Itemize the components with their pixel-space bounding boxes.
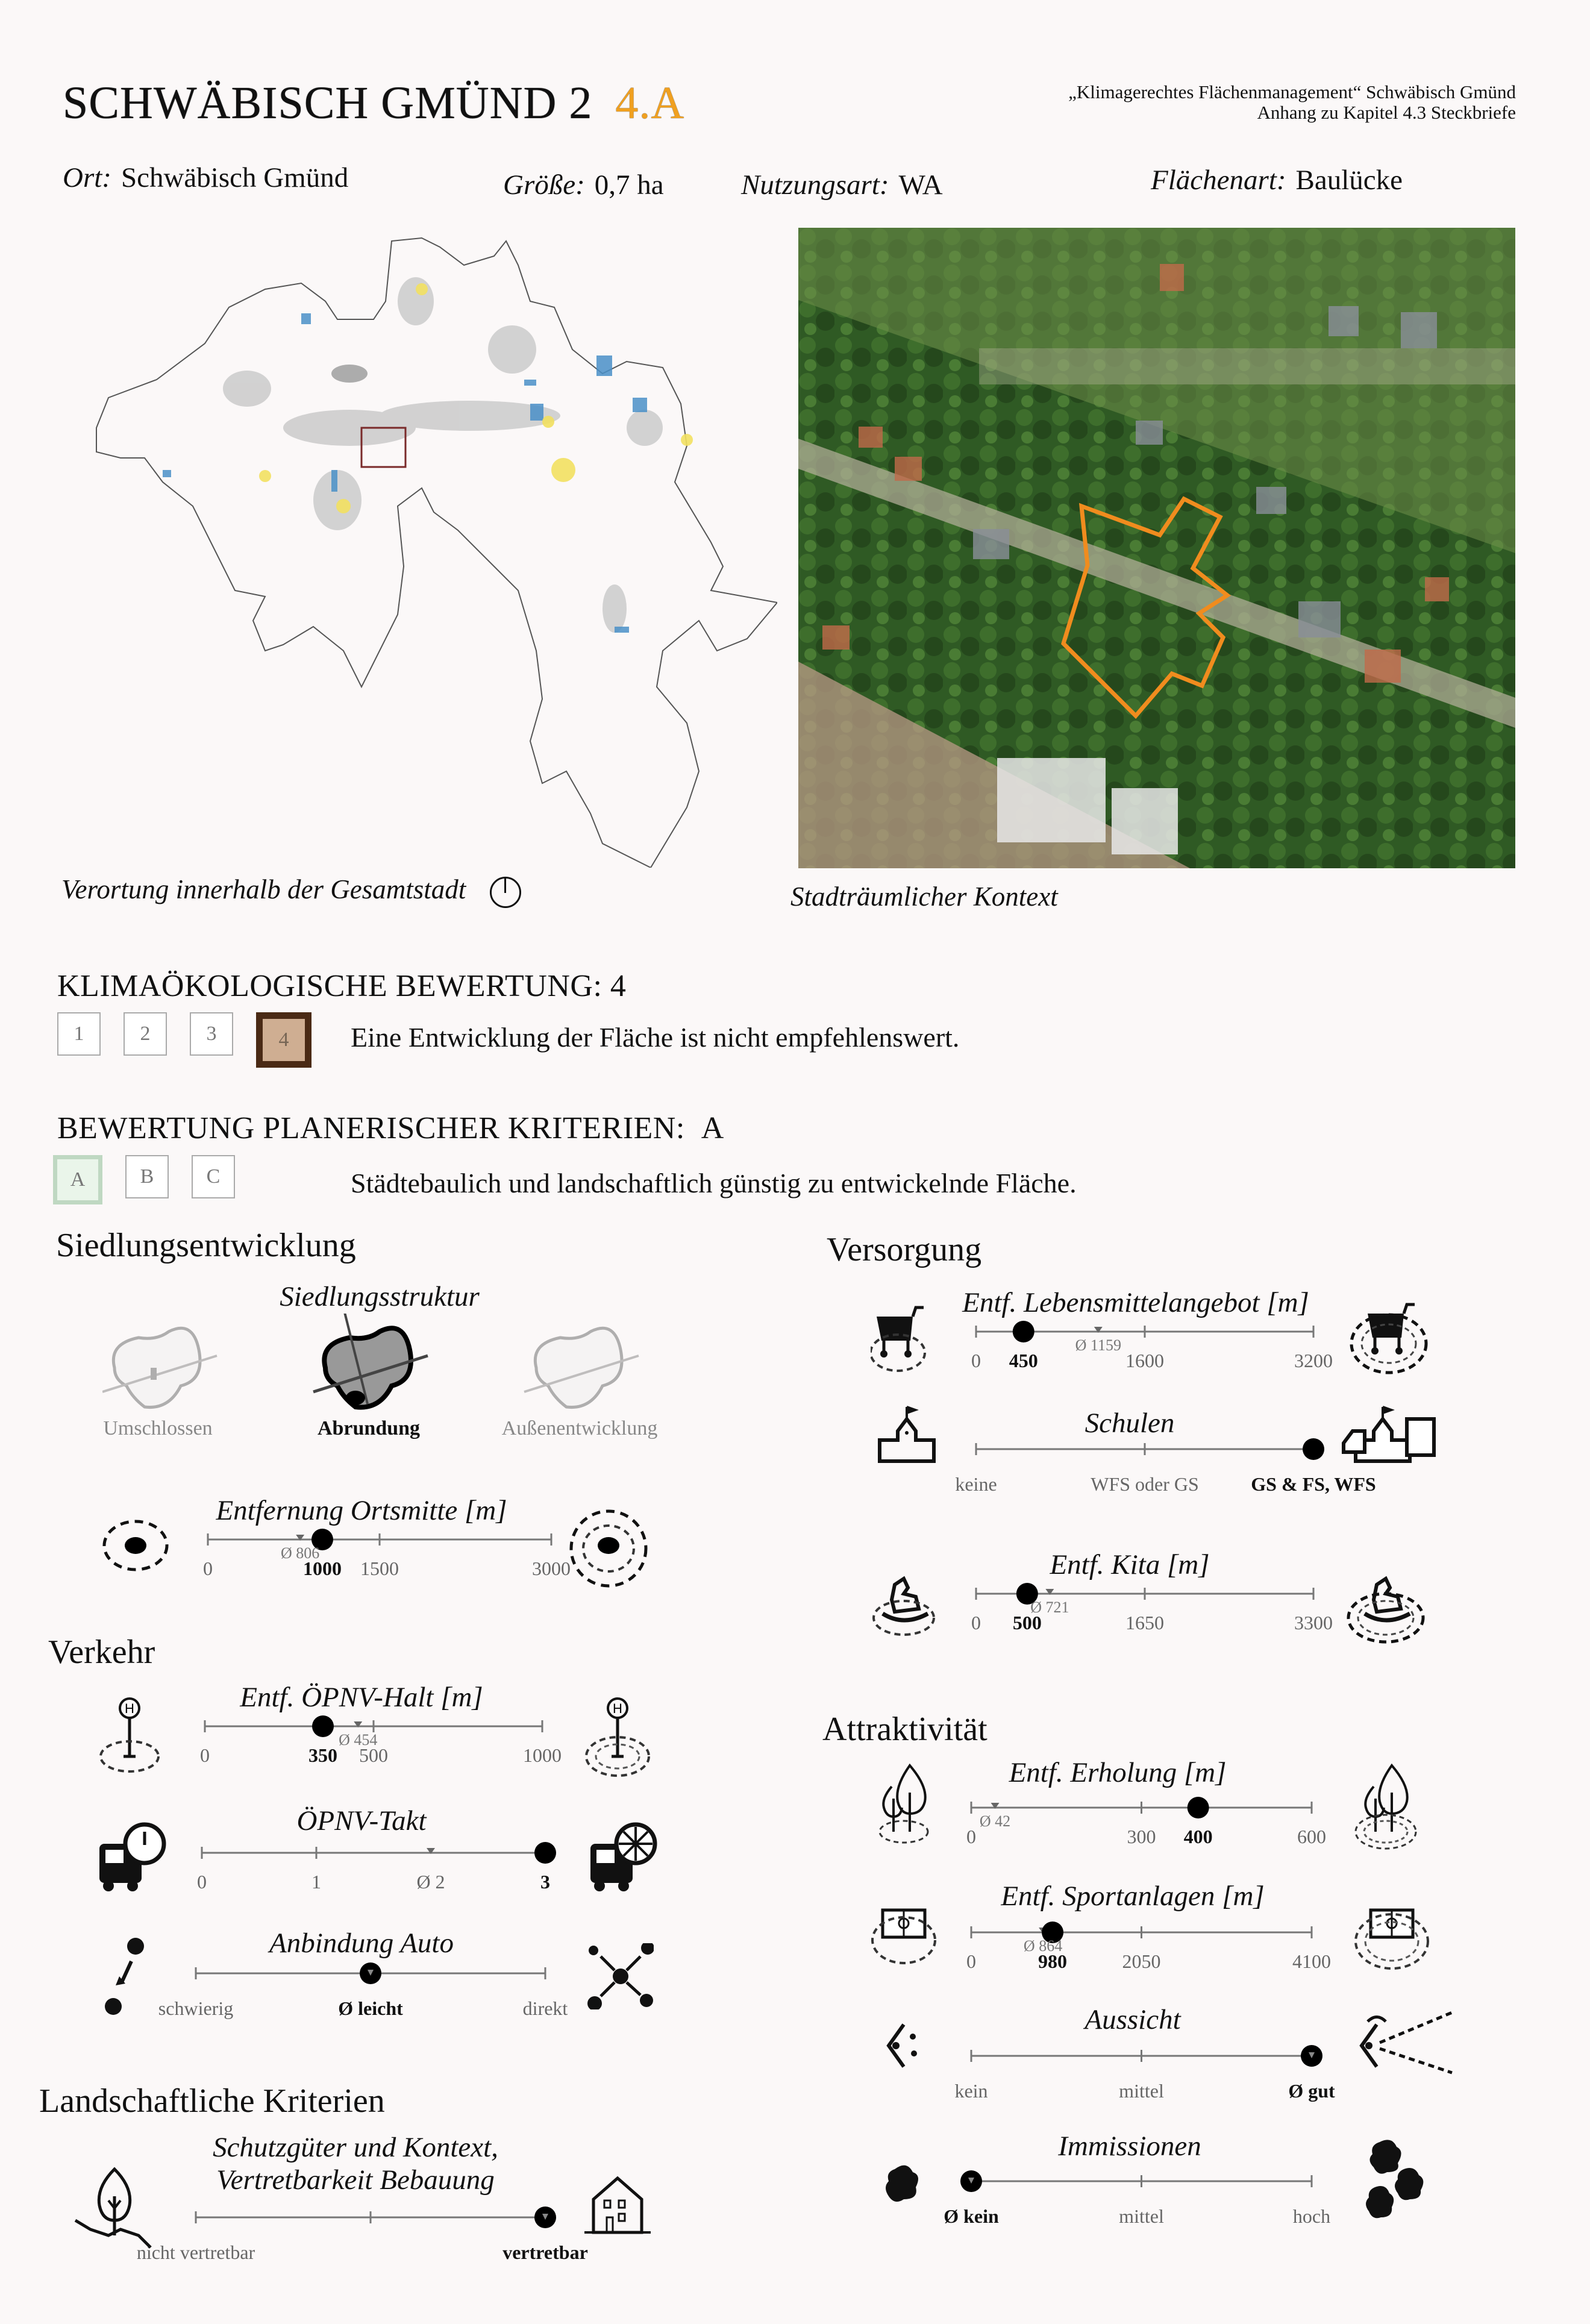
aussenentwicklung-icon — [524, 1314, 639, 1408]
section-landschaft: Landschaftliche Kriterien — [39, 2082, 385, 2120]
umschlossen-icon — [102, 1328, 217, 1407]
meta-nutzungsart: Nutzungsart: WA — [741, 169, 943, 201]
average-label: Ø 42 — [979, 1812, 1011, 1830]
tick-label: 0 — [203, 1558, 213, 1579]
tick-label: 350 — [308, 1744, 337, 1766]
planerisch-rating-boxes — [53, 1155, 235, 1204]
tick-label: 0 — [966, 1826, 976, 1847]
average-label: Ø 454 — [339, 1731, 378, 1749]
tick-label: 500 — [359, 1744, 388, 1766]
site-name: SCHWÄBISCH GMÜND 2 — [63, 78, 593, 128]
scale-label: schwierig — [158, 1997, 234, 2019]
aussicht-title: Aussicht — [1085, 2004, 1181, 2035]
photo-caption: Stadträumlicher Kontext — [790, 882, 1058, 912]
emission-high-icon — [1362, 2136, 1434, 2226]
scale-label: direkt — [522, 1997, 568, 2019]
auto-title: Anbindung Auto — [269, 1928, 454, 1959]
shopping-cart-far-icon — [1350, 1295, 1434, 1380]
immissionen-title: Immissionen — [1058, 2131, 1201, 2162]
tick-label: 0 — [197, 1871, 207, 1893]
klima-heading: KLIMAÖKOLOGISCHE BEWERTUNG: 4 — [57, 969, 627, 1003]
scale-label: keine — [955, 1473, 997, 1495]
planerisch-heading: BEWERTUNG PLANERISCHER KRITERIEN: A — [57, 1111, 724, 1145]
tick-label: 1600 — [1125, 1350, 1164, 1371]
tick-label: 1000 — [303, 1558, 342, 1579]
klima-box-3: 3 — [190, 1012, 233, 1056]
scale-axis — [196, 1961, 545, 1985]
scale-label: Ø leicht — [338, 1997, 403, 2019]
scale-label: mittel — [1119, 2205, 1164, 2227]
source-reference — [1068, 82, 1516, 123]
scale-label: WFS oder GS — [1091, 1473, 1199, 1495]
oepnv-halt-title: Entf. ÖPNV-Halt [m] — [240, 1682, 483, 1713]
tick-label: 1500 — [360, 1558, 399, 1579]
north-arrow-icon — [490, 877, 521, 908]
tick-label: 1000 — [523, 1744, 562, 1766]
tick-label: 600 — [1297, 1826, 1326, 1847]
source-line-2: Anhang zu Kapitel 4.3 Steckbriefe — [1257, 102, 1516, 123]
car-direct-icon — [587, 1943, 654, 2009]
meta-groesse: Größe: 0,7 ha — [503, 169, 664, 201]
value-marker — [534, 1842, 556, 1864]
scale-label: kein — [954, 2080, 988, 2102]
planerisch-box-A: A — [53, 1155, 102, 1204]
scale-label: vertretbar — [502, 2241, 588, 2263]
tick-label: 3000 — [532, 1558, 571, 1579]
schools-multiple-icon — [1341, 1404, 1443, 1476]
scale-axis — [971, 1920, 1312, 1944]
scale-axis — [971, 2044, 1312, 2068]
klima-rating-boxes — [57, 1012, 311, 1068]
city-overview-map — [84, 229, 777, 868]
planerisch-box-C: C — [192, 1155, 235, 1198]
tick-label: 1650 — [1125, 1612, 1164, 1633]
aerial-photo — [798, 228, 1515, 868]
bus-clock-icon — [96, 1820, 169, 1892]
section-verkehr: Verkehr — [48, 1633, 155, 1671]
tick-label: 2050 — [1122, 1950, 1161, 1972]
tick-label: 3300 — [1294, 1612, 1333, 1633]
tick-label: 1 — [311, 1871, 321, 1893]
bus-frequent-icon — [587, 1820, 660, 1892]
bus-stop-far-icon — [584, 1696, 657, 1787]
tick-label: 0 — [971, 1612, 981, 1633]
kita-title: Entf. Kita [m] — [1050, 1549, 1210, 1580]
tick-label: 0 — [971, 1350, 981, 1371]
abrundung-icon — [313, 1314, 428, 1408]
struktur-option-0: Umschlossen — [103, 1417, 213, 1439]
house-icon — [581, 2169, 654, 2241]
average-label: Ø 806 — [280, 1544, 320, 1562]
erholung-title: Entf. Erholung [m] — [1009, 1757, 1227, 1788]
meta-ort: Ort: Schwäbisch Gmünd — [63, 162, 349, 193]
site-code: 4.A — [615, 78, 685, 128]
struktur-option-1: Abrundung — [317, 1417, 421, 1439]
scale-label: hoch — [1292, 2205, 1331, 2227]
tick-label: 300 — [1127, 1826, 1156, 1847]
planerisch-box-B: B — [125, 1155, 169, 1198]
rocking-horse-far-icon — [1341, 1567, 1425, 1645]
trees-near-icon — [877, 1762, 943, 1847]
car-difficult-icon — [102, 1934, 151, 2019]
tick-label: 450 — [1009, 1350, 1038, 1371]
page-title — [63, 77, 684, 130]
scale-axis — [202, 1841, 545, 1865]
tick-label: 0 — [200, 1744, 210, 1766]
tick-label: 3200 — [1294, 1350, 1333, 1371]
struktur-option-2: Außenentwicklung — [501, 1417, 658, 1439]
meta-flaechenart: Flächenart: Baulücke — [1151, 164, 1403, 196]
lebensmittel-title: Entf. Lebensmittelangebot [m] — [962, 1287, 1309, 1318]
scale-axis — [971, 1796, 1312, 1820]
tree-landscape-icon — [72, 2163, 169, 2254]
scale-label: Ø gut — [1288, 2080, 1335, 2102]
sports-field-near-icon — [868, 1904, 940, 1970]
klima-box-4: 4 — [256, 1012, 311, 1068]
rocking-horse-near-icon — [871, 1567, 943, 1639]
ortsmitte-near-icon — [99, 1518, 172, 1579]
average-label: Ø 864 — [1023, 1937, 1063, 1955]
svg-text:H: H — [125, 1701, 134, 1716]
view-wide-icon — [1356, 2000, 1458, 2079]
scale-axis — [976, 1582, 1313, 1606]
klima-box-2: 2 — [124, 1012, 167, 1056]
tick-label: 980 — [1038, 1950, 1068, 1972]
average-label: Ø 1159 — [1075, 1336, 1121, 1354]
value-marker — [1188, 1797, 1209, 1818]
tick-label: Ø 2 — [416, 1871, 445, 1893]
landschaft-title: Schutzgüter und Kontext, Vertretbarkeit Bebauung — [213, 2132, 498, 2196]
scale-axis — [976, 1437, 1313, 1461]
siedlungsstruktur-title: Siedlungsstruktur — [280, 1281, 480, 1312]
tick-label: 0 — [966, 1950, 976, 1972]
school-icon — [877, 1404, 943, 1470]
trees-far-icon — [1353, 1762, 1425, 1853]
ortsmitte-title: Entfernung Ortsmitte [m] — [216, 1495, 507, 1526]
tick-label: 3 — [540, 1871, 550, 1893]
value-marker — [1303, 1438, 1324, 1460]
klima-value: 4 — [610, 969, 627, 1003]
klima-box-1: 1 — [57, 1012, 101, 1056]
source-line-1: „Klimagerechtes Flächenmanagement“ Schwäbisch Gmünd — [1068, 81, 1516, 102]
sport-title: Entf. Sportanlagen [m] — [1001, 1881, 1265, 1912]
shopping-cart-near-icon — [871, 1305, 937, 1377]
scale-axis — [196, 2205, 545, 2229]
section-versorgung: Versorgung — [827, 1231, 982, 1268]
scale-label: mittel — [1119, 2080, 1164, 2102]
average-label: Ø 721 — [1030, 1599, 1069, 1616]
schulen-title: Schulen — [1085, 1408, 1175, 1439]
emission-low-icon — [883, 2160, 925, 2208]
tick-label: 500 — [1012, 1612, 1042, 1633]
scale-axis — [971, 2169, 1312, 2193]
view-limited-icon — [883, 2019, 925, 2073]
scale-label: Ø kein — [944, 2205, 999, 2227]
planerisch-description: Städtebaulich und landschaftlich günstig zu entwickelnde Fläche. — [351, 1168, 1077, 1198]
map-caption: Verortung innerhalb der Gesamtstadt — [61, 874, 521, 908]
ortsmitte-far-icon — [566, 1506, 651, 1591]
scale-axis — [208, 1527, 551, 1552]
section-siedlungsentwicklung: Siedlungsentwicklung — [56, 1227, 356, 1264]
planerisch-value: A — [701, 1111, 724, 1145]
klima-description: Eine Entwicklung der Fläche ist nicht empfehlenswert. — [351, 1022, 960, 1053]
value-marker — [312, 1715, 334, 1737]
scale-label: nicht vertretbar — [136, 2241, 255, 2263]
city-boundary — [96, 238, 777, 868]
oepnv-takt-title: ÖPNV-Takt — [296, 1805, 427, 1837]
settlement-areas — [223, 277, 663, 633]
section-attraktivitaet: Attraktivität — [822, 1711, 987, 1748]
scale-label: GS & FS, WFS — [1251, 1473, 1376, 1495]
scale-axis — [976, 1320, 1313, 1344]
tick-label: 4100 — [1292, 1950, 1331, 1972]
value-marker — [1013, 1321, 1034, 1342]
tick-label: 400 — [1183, 1826, 1213, 1847]
bus-stop-near-icon — [96, 1696, 163, 1781]
sports-field-far-icon — [1353, 1904, 1431, 1976]
svg-text:H: H — [613, 1701, 622, 1716]
